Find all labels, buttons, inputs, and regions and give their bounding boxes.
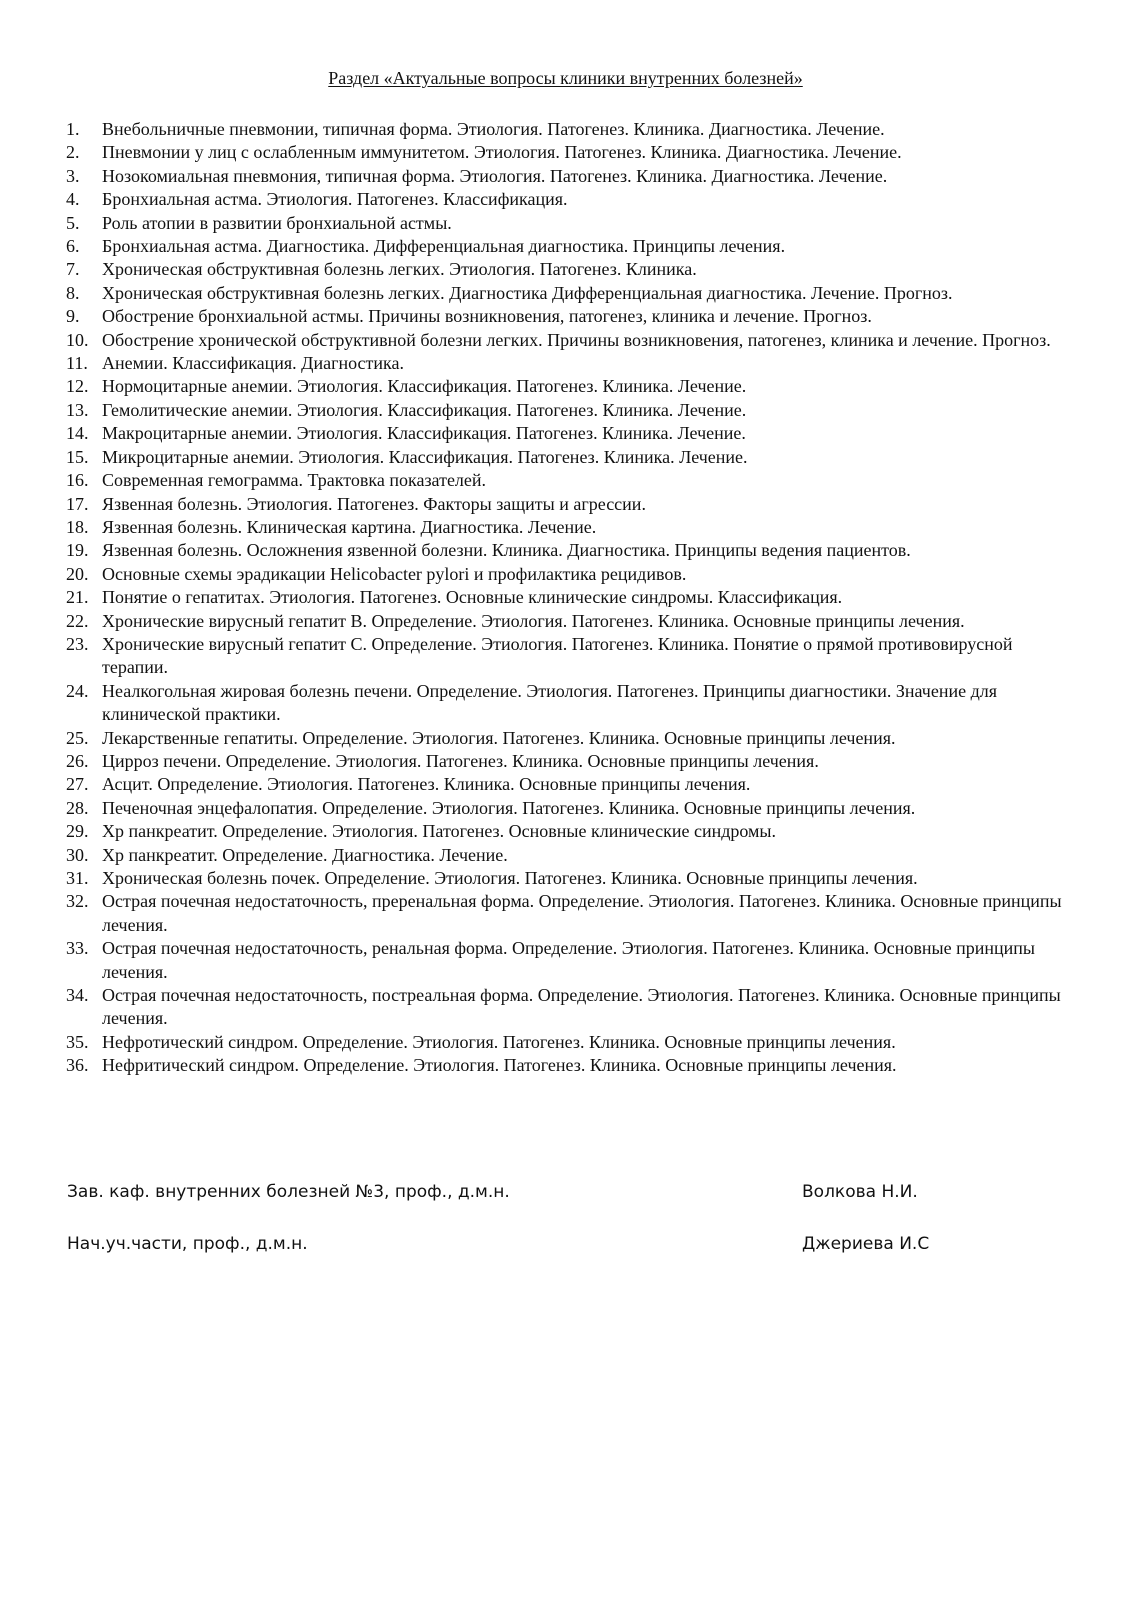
question-item [66, 352, 1066, 375]
signature-role: Нач.уч.части, проф., д.м.н. [67, 1234, 308, 1254]
question-item [66, 165, 1066, 188]
question-item [66, 329, 1066, 352]
question-text: Язвенная болезнь. Этиология. Патогенез. Факторы защиты и агрессии. [102, 493, 646, 514]
question-number: 19. [66, 540, 89, 561]
questions-list [66, 118, 1066, 1078]
question-number: 7. [66, 259, 80, 280]
question-item [66, 469, 1066, 492]
question-number: 1. [66, 119, 80, 139]
question-item [66, 188, 1066, 211]
question-item [66, 235, 1066, 258]
question-number: 2. [66, 142, 80, 163]
question-text: Внебольничные пневмонии, типичная форма. Этиология. Патогенез. Клиника. Диагностика. Лечение. [102, 119, 885, 139]
signature-name: Волкова Н.И. [802, 1182, 918, 1202]
question-text: Хроническая болезнь почек. Определение. Этиология. Патогенез. Клиника. Основные принципы лечения. [102, 868, 918, 888]
question-text: Цирроз печени. Определение. Этиология. Патогенез. Клиника. Основные принципы лечения. [102, 750, 819, 771]
question-item [66, 212, 1066, 235]
question-number: 24. [66, 680, 89, 701]
signature-head-of-department [67, 1182, 1067, 1202]
question-text: Хронические вирусный гепатит С. Определение. Этиология. Патогенез. Клиника. Понятие о прямой противовирусной терапии. [102, 633, 1013, 678]
signature-head-of-academic-affairs [67, 1234, 1067, 1254]
question-number: 18. [66, 516, 89, 537]
question-number: 22. [66, 610, 89, 631]
question-text: Пневмонии у лиц с ослабленным иммунитетом. Этиология. Патогенез. Клиника. Диагностика. Лечение. [102, 142, 902, 163]
question-number: 20. [66, 563, 89, 584]
question-text: Острая почечная недостаточность, преренальная форма. Определение. Этиология. Патогенез. Клиника. Основные принципы лечения. [102, 891, 1062, 935]
question-item [66, 890, 1066, 937]
question-number: 8. [66, 282, 80, 303]
question-text: Хроническая обструктивная болезнь легких. Диагностика Дифференциальная диагностика. Лечение. Прогноз. [102, 282, 953, 303]
question-text: Обострение хронической обструктивной болезни легких. Причины возникновения, патогенез, клиника и лечение. Прогноз. [102, 329, 1051, 350]
question-text: Хр панкреатит. Определение. Этиология. Патогенез. Основные клинические синдромы. [102, 821, 777, 842]
question-number: 16. [66, 470, 89, 491]
question-number: 12. [66, 376, 89, 397]
question-text: Роль атопии в развитии бронхиальной астмы. [102, 212, 452, 233]
question-item [66, 399, 1066, 422]
question-item [66, 750, 1066, 773]
question-text: Нормоцитарные анемии. Этиология. Классификация. Патогенез. Клиника. Лечение. [102, 376, 747, 397]
question-number: 9. [66, 306, 80, 327]
question-text: Основные схемы эрадикации Helicobacter pylori и профилактика рецидивов. [102, 563, 687, 584]
question-text: Микроцитарные анемии. Этиология. Классификация. Патогенез. Клиника. Лечение. [102, 446, 748, 467]
question-text: Хронические вирусный гепатит В. Определение. Этиология. Патогенез. Клиника. Основные принципы лечения. [102, 610, 965, 631]
question-item [66, 282, 1066, 305]
question-number: 3. [66, 165, 80, 186]
question-text: Макроцитарные анемии. Этиология. Классификация. Патогенез. Клиника. Лечение. [102, 423, 746, 444]
question-text: Нефритический синдром. Определение. Этиология. Патогенез. Клиника. Основные принципы лечения. [102, 1055, 897, 1076]
question-item [66, 375, 1066, 398]
question-item [66, 1031, 1066, 1054]
question-text: Понятие о гепатитах. Этиология. Патогенез. Основные клинические синдромы. Классификация. [102, 587, 843, 608]
question-item [66, 1054, 1066, 1077]
question-text: Печеночная энцефалопатия. Определение. Этиология. Патогенез. Клиника. Основные принципы лечения. [102, 797, 916, 818]
question-item [66, 586, 1066, 609]
question-number: 34. [66, 985, 89, 1006]
question-number: 26. [66, 750, 89, 771]
question-number: 23. [66, 633, 89, 654]
question-text: Современная гемограмма. Трактовка показателей. [102, 470, 487, 491]
question-number: 28. [66, 797, 89, 818]
question-item [66, 446, 1066, 469]
question-number: 21. [66, 587, 89, 608]
question-item [66, 867, 1066, 890]
question-text: Гемолитические анемии. Этиология. Классификация. Патогенез. Клиника. Лечение. [102, 399, 747, 420]
question-text: Острая почечная недостаточность, ренальная форма. Определение. Этиология. Патогенез. Клиника. Основные принципы лечения. [102, 938, 1036, 982]
question-number: 33. [66, 938, 89, 959]
question-item [66, 633, 1066, 680]
question-item [66, 422, 1066, 445]
question-text: Нозокомиальная пневмония, типичная форма. Этиология. Патогенез. Клиника. Диагностика. Лечение. [102, 165, 888, 186]
question-number: 30. [66, 844, 89, 865]
question-text: Анемии. Классификация. Диагностика. [102, 353, 404, 374]
question-text: Бронхиальная астма. Диагностика. Дифференциальная диагностика. Принципы лечения. [102, 236, 786, 257]
question-text: Бронхиальная астма. Этиология. Патогенез. Классификация. [102, 189, 568, 210]
question-number: 15. [66, 446, 89, 467]
question-number: 32. [66, 891, 89, 912]
question-number: 25. [66, 727, 89, 748]
question-number: 29. [66, 821, 89, 842]
question-item [66, 937, 1066, 984]
question-number: 17. [66, 493, 89, 514]
question-item [66, 797, 1066, 820]
question-item [66, 680, 1066, 727]
question-item [66, 984, 1066, 1031]
question-item [66, 516, 1066, 539]
document-title: Раздел «Актуальные вопросы клиники внутренних болезней» [328, 68, 803, 88]
question-number: 27. [66, 774, 89, 795]
signature-role: Зав. каф. внутренних болезней №3, проф., д.м.н. [67, 1182, 510, 1202]
question-text: Язвенная болезнь. Клиническая картина. Диагностика. Лечение. [102, 516, 597, 537]
question-number: 11. [66, 353, 88, 374]
question-number: 14. [66, 423, 89, 444]
question-item [66, 773, 1066, 796]
question-item [66, 141, 1066, 164]
question-number: 6. [66, 236, 80, 257]
question-text: Нефротический синдром. Определение. Этиология. Патогенез. Клиника. Основные принципы лечения. [102, 1031, 896, 1052]
question-number: 31. [66, 868, 89, 888]
question-text: Острая почечная недостаточность, постреальная форма. Определение. Этиология. Патогенез. Клиника. Основные принципы лечения. [102, 985, 1061, 1029]
signature-name: Джериева И.С [802, 1234, 930, 1254]
question-item [66, 493, 1066, 516]
question-number: 5. [66, 212, 80, 233]
question-number: 13. [66, 399, 89, 420]
question-item [66, 258, 1066, 281]
question-item [66, 305, 1066, 328]
question-item [66, 820, 1066, 843]
question-text: Лекарственные гепатиты. Определение. Этиология. Патогенез. Клиника. Основные принципы лечения. [102, 727, 896, 748]
question-item [66, 727, 1066, 750]
question-item [66, 118, 1066, 141]
question-text: Хроническая обструктивная болезнь легких. Этиология. Патогенез. Клиника. [102, 259, 697, 280]
question-text: Хр панкреатит. Определение. Диагностика. Лечение. [102, 844, 508, 865]
question-number: 10. [66, 329, 89, 350]
question-number: 35. [66, 1031, 89, 1052]
question-text: Обострение бронхиальной астмы. Причины возникновения, патогенез, клиника и лечение. Прогноз. [102, 306, 872, 327]
question-item [66, 610, 1066, 633]
question-text: Язвенная болезнь. Осложнения язвенной болезни. Клиника. Диагностика. Принципы ведения пациентов. [102, 540, 911, 561]
question-text: Неалкогольная жировая болезнь печени. Определение. Этиология. Патогенез. Принципы диагностики. Значение для клинической практики. [102, 680, 998, 725]
question-number: 36. [66, 1055, 89, 1076]
question-item [66, 539, 1066, 562]
question-item [66, 563, 1066, 586]
question-text: Асцит. Определение. Этиология. Патогенез. Клиника. Основные принципы лечения. [102, 774, 751, 795]
question-number: 4. [66, 189, 80, 210]
question-item [66, 844, 1066, 867]
